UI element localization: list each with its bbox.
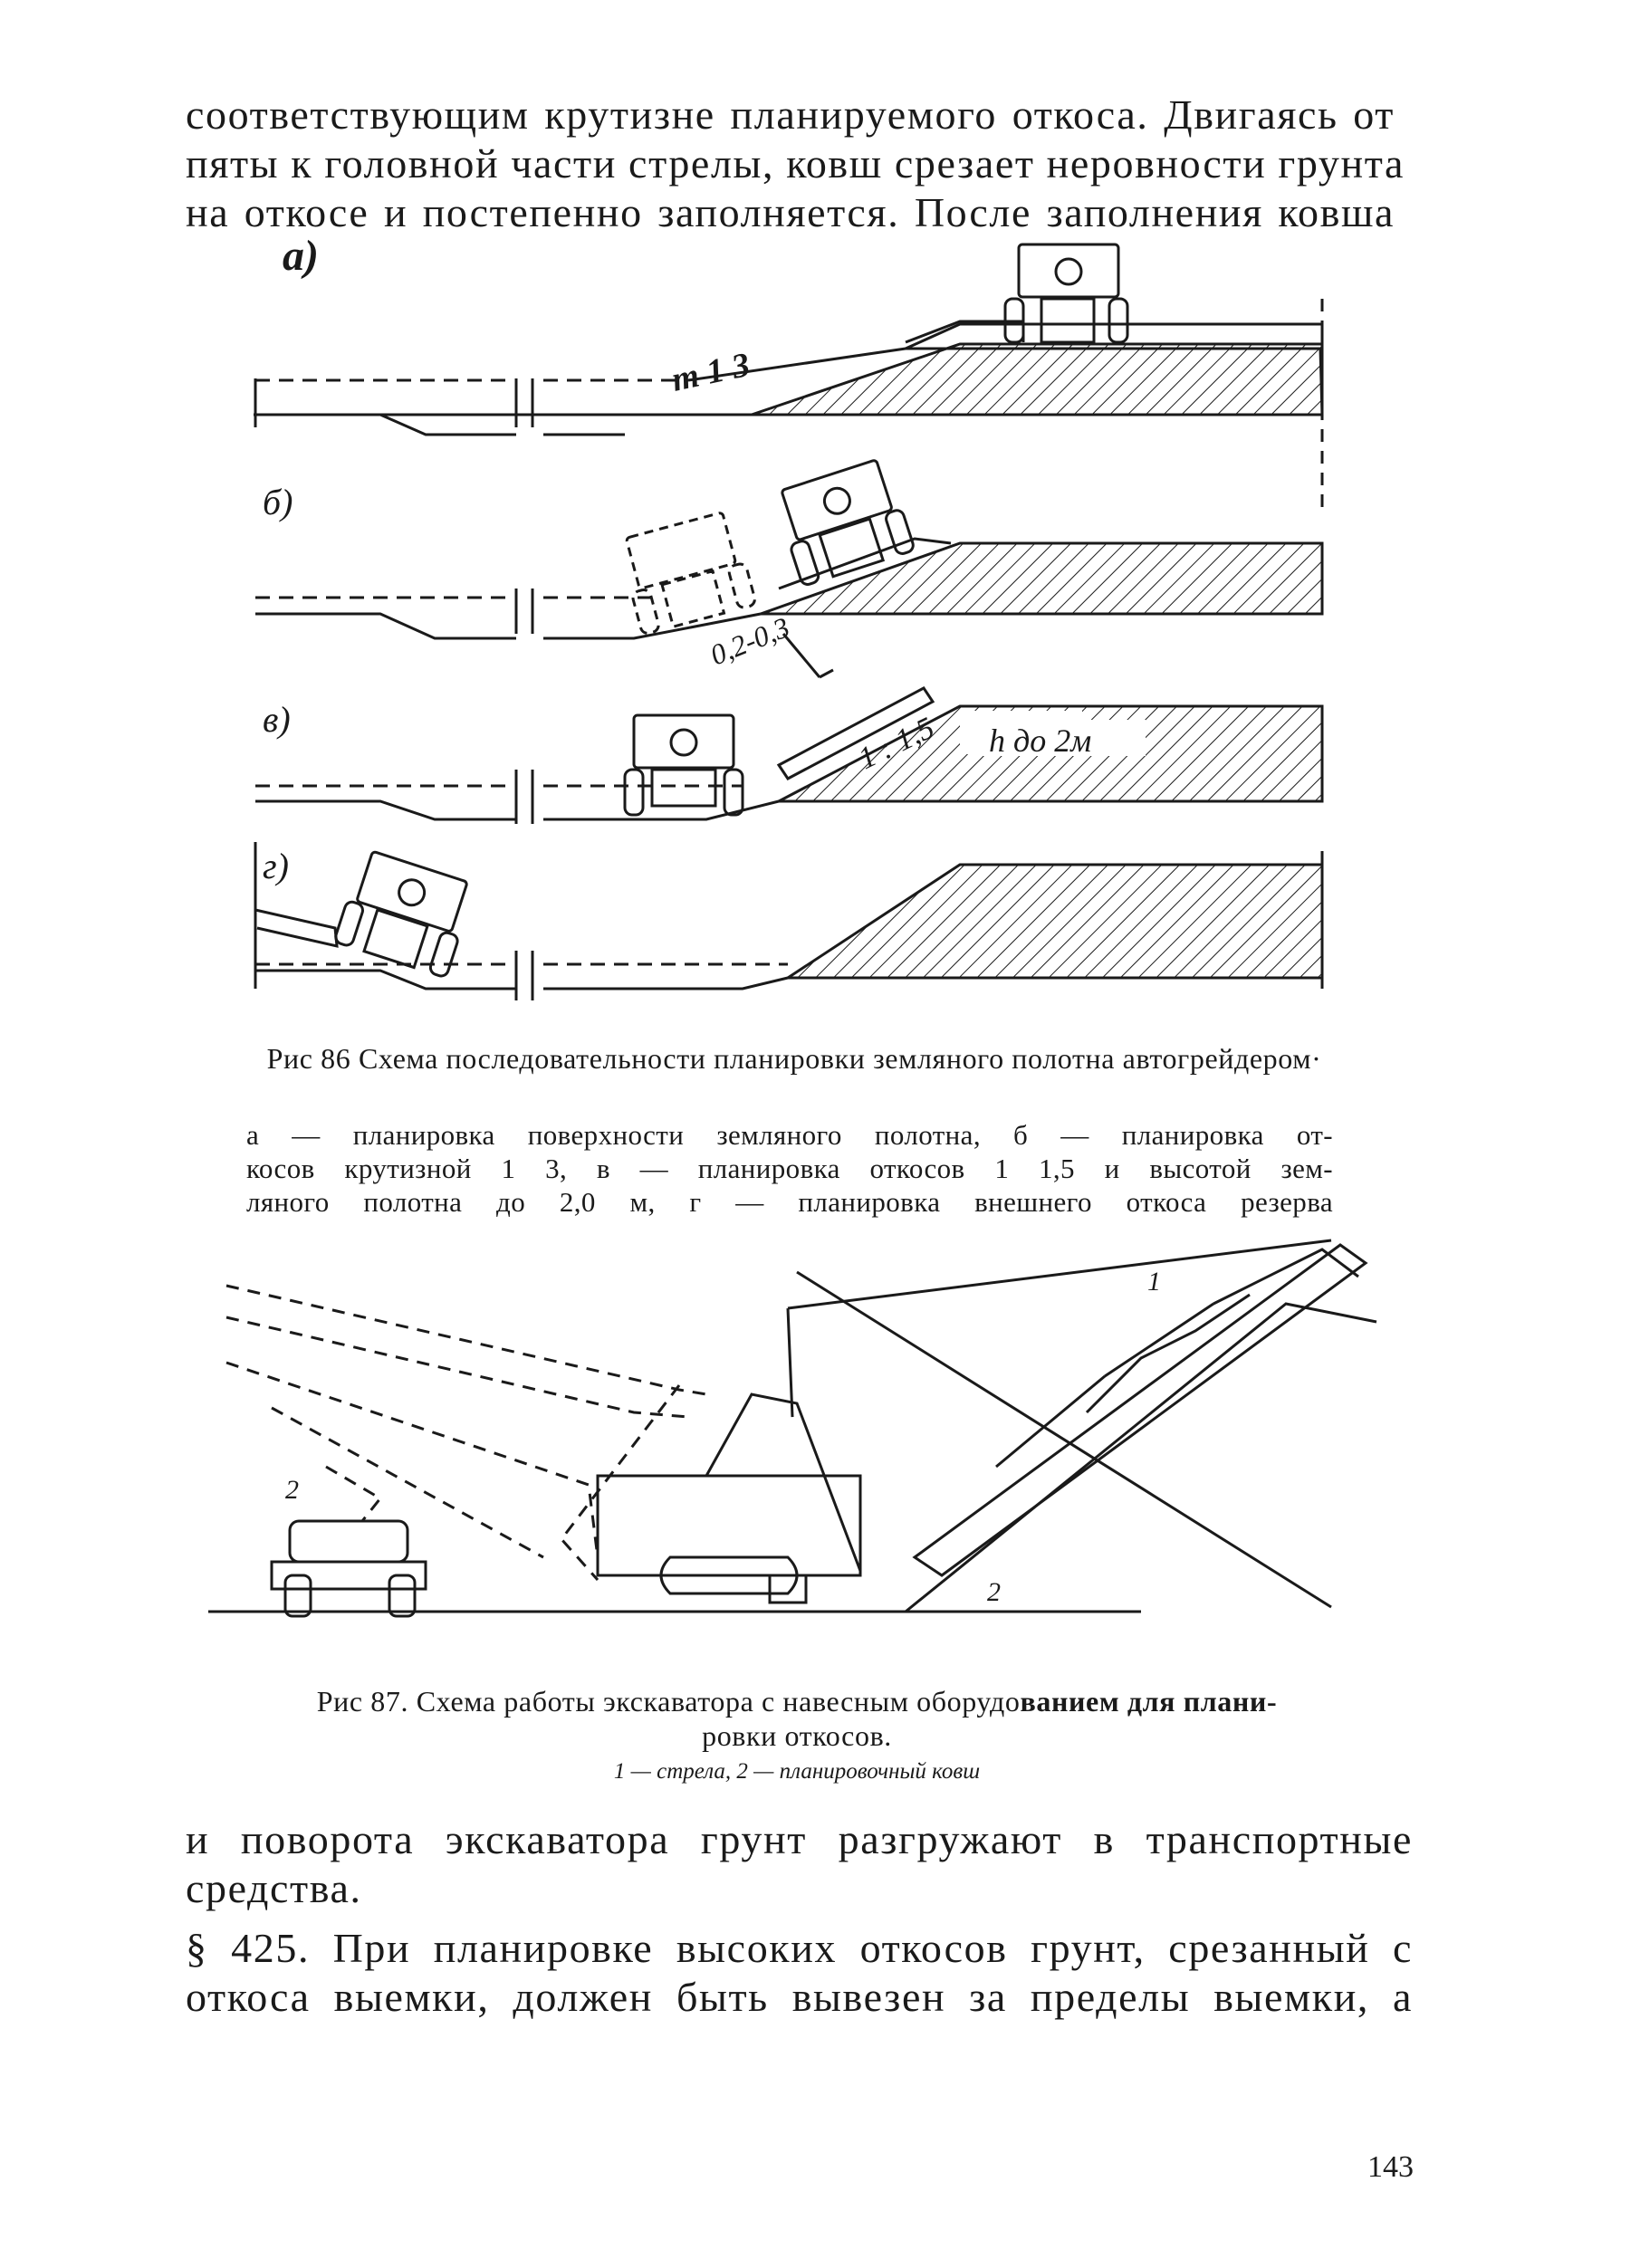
paragraph-line: средства. [186, 1865, 362, 1911]
figure-87-diagram [208, 1240, 1376, 1616]
figure-86-legend-line: косов крутизной 1 3, в — планировка откосов 1 1,5 и высотой зем- [246, 1153, 1333, 1184]
label-bucket-dashed: 2 [285, 1475, 299, 1505]
panel-v-embankment [255, 688, 1322, 824]
panel-a-embankment [254, 244, 1322, 507]
panel-label-a: а) [283, 232, 319, 280]
figure-86-caption-title: Рис 86 Схема последовательности планировки земляного полотна автогрейдером· [266, 1042, 1322, 1075]
paragraph-line: откоса выемки, должен быть вывезен за пределы выемки, а [186, 1974, 1413, 2020]
slope-label-a: m 1 3 [668, 345, 753, 399]
figure-86-legend-line: ляного полотна до 2,0 м, г — планировка внешнего откоса резерва [246, 1186, 1333, 1218]
panel-label-v: в) [263, 699, 291, 740]
paragraph-line: и поворота экскаватора грунт разгружают в транспортные [186, 1816, 1413, 1862]
page-number: 143 [1367, 2150, 1414, 2184]
figure-87-legend: 1 — стрела, 2 — планировочный ковш [613, 1759, 981, 1784]
paragraph-line: соответствующим крутизне планируемого откоса. Двигаясь от [186, 91, 1395, 138]
figure-87-caption-line2: ровки откосов. [702, 1719, 892, 1752]
depth-label-b: 0,2-0,3 [705, 610, 794, 672]
label-bucket: 2 [987, 1577, 1001, 1607]
panel-b-embankment [255, 457, 1322, 677]
label-boom: 1 [1147, 1267, 1161, 1297]
figure-86-legend-line: а — планировка поверхности земляного полотна, б — планировка от- [246, 1119, 1333, 1151]
caption-title-prefix: Рис 87. Схема работы экскаватора с навесным оборудо [316, 1685, 1021, 1718]
paragraph-line: на откосе и постепенно заполняется. После заполнения ковша [186, 189, 1395, 235]
figure-87-caption-title [199, 1684, 1395, 1753]
caption-title-bold: ванием для плани- [1020, 1685, 1278, 1718]
figure-87-caption-line1 [199, 1684, 1395, 1718]
slope-label-v: 1 : 1,5 [853, 711, 940, 777]
panel-g-reserve [255, 842, 1322, 1000]
height-label-v: h до 2м [989, 723, 1092, 759]
paragraph-line: § 425. При планировке высоких откосов грунт, срезанный с [186, 1925, 1413, 1971]
paragraph-line: пяты к головной части стрелы, ковш срезает неровности грунта [186, 140, 1405, 187]
panel-label-g: г) [263, 846, 289, 886]
panel-label-b: б) [263, 482, 293, 522]
